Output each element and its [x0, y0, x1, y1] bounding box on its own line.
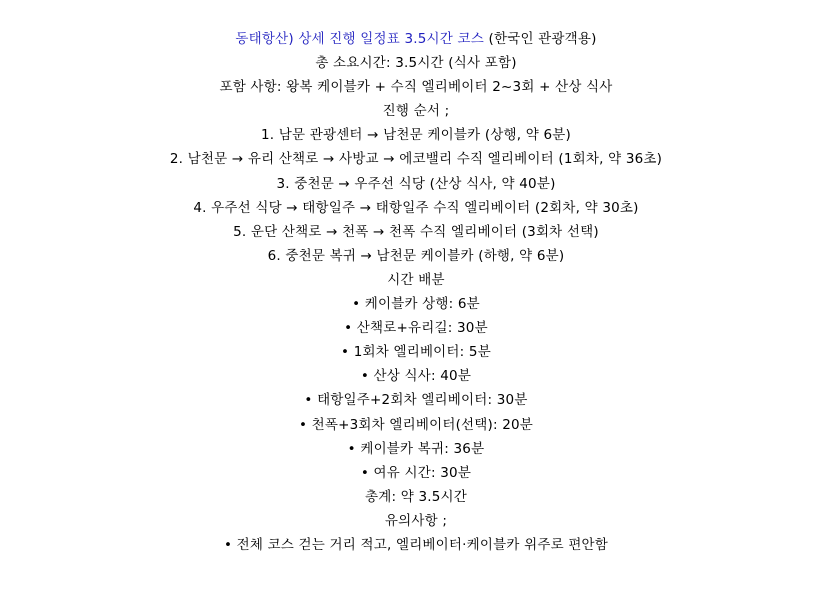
- step-item: 2. 남천문 → 유리 산책로 → 사방교 → 에코밸리 수직 엘리베이터 (1회차, 약 36초): [169, 151, 663, 168]
- step-item: 5. 운단 산책로 → 천폭 → 천폭 수직 엘리베이터 (3회차 선택): [233, 223, 599, 240]
- time-item: • 여유 시간: 30분: [360, 464, 472, 481]
- step-item: 6. 중천문 복귀 → 남천문 케이블카 (하행, 약 6분): [267, 247, 565, 264]
- title-suffix: (한국인 관광객용): [484, 31, 597, 47]
- time-item: • 산상 식사: 40분: [360, 368, 472, 385]
- time-item: • 태항일주+2회차 엘리베이터: 30분: [304, 392, 528, 409]
- document-body: [0, 27, 832, 557]
- time-item: • 1회차 엘리베이터: 5분: [341, 344, 491, 361]
- time-item: • 산책로+유리길: 30분: [344, 320, 488, 337]
- notes-heading: 유의사항 ;: [384, 512, 448, 529]
- time-item: • 케이블카 상행: 6분: [352, 296, 480, 313]
- step-item: 3. 중천문 → 우주선 식당 (산상 식사, 약 40분): [276, 175, 556, 192]
- included-items: 포함 사항: 왕복 케이블카 + 수직 엘리베이터 2~3회 + 산상 식사: [219, 79, 613, 96]
- time-heading: 시간 배분: [387, 271, 445, 288]
- note-item: • 전체 코스 걷는 거리 적고, 엘리베이터·케이블카 위주로 편안함: [223, 536, 609, 553]
- step-item: 1. 남문 관광센터 → 남천문 케이블카 (상행, 약 6분): [260, 127, 572, 144]
- order-heading: 진행 순서 ;: [382, 103, 450, 120]
- total-summary: 총계: 약 3.5시간: [364, 488, 467, 505]
- step-item: 4. 우주선 식당 → 태항일주 → 태항일주 수직 엘리베이터 (2회차, 약 30초): [193, 199, 639, 216]
- time-item: • 케이블카 복귀: 36분: [347, 440, 485, 457]
- title-highlight: 동태항산) 상세 진행 일정표 3.5시간 코스: [235, 31, 484, 47]
- time-item: • 천폭+3회차 엘리베이터(선택): 20분: [298, 416, 534, 433]
- document-title: [0, 27, 832, 51]
- total-time: 총 소요시간: 3.5시간 (식사 포함): [315, 55, 517, 72]
